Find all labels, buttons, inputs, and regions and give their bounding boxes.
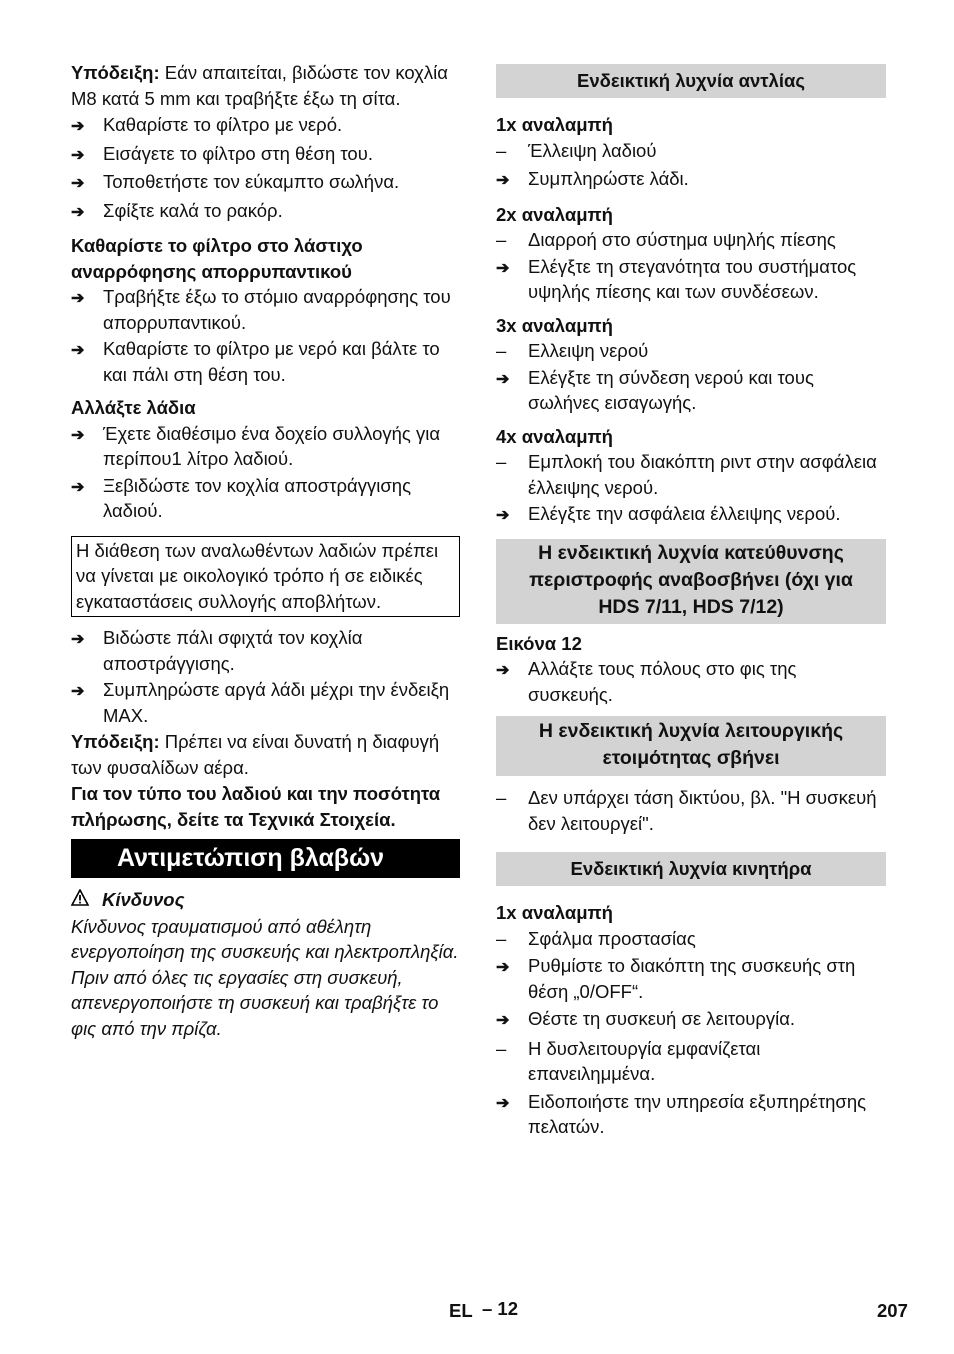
list-item-text: Ελέγξτε την ασφάλεια έλλειψης νερού. (528, 503, 841, 524)
steps-filter-clean (71, 112, 460, 225)
danger-heading (71, 887, 460, 913)
dash-marker (496, 926, 528, 952)
note-2-label: Υπόδειξη: (71, 731, 160, 752)
list-item (496, 138, 886, 164)
note-1 (71, 60, 460, 111)
list-item-text: Σφάλμα προστασίας (528, 927, 696, 949)
footer-language: EL (449, 1300, 473, 1321)
list-item-text: Ειδοποιήστε την υπηρεσία εξυπηρέτησης πελατών. (528, 1090, 867, 1137)
list-item (496, 227, 886, 253)
list-item-text: Βιδώστε πάλι σφιχτά τον κοχλία αποστράγγισης. (103, 627, 363, 674)
footer-page-number: 207 (877, 1300, 908, 1321)
footer-section-page: – 12 (482, 1298, 519, 1319)
heading-detergent-filter: Καθαρίστε το φίλτρο στο λάστιχο αναρρόφησης απορρυπαντικού (71, 235, 363, 282)
list-item (71, 141, 460, 169)
danger-label: Κίνδυνος (102, 889, 185, 910)
dash-marker (496, 1036, 528, 1062)
arrow-icon (71, 112, 103, 140)
figure-reference: Εικόνα 12 (496, 632, 582, 654)
list-item-text: Συμπληρώστε αργά λάδι μέχρι την ένδειξη MAX. (103, 679, 450, 726)
list-item (496, 1089, 886, 1140)
list-item-text: Τοποθετήστε τον εύκαμπτο σωλήνα. (103, 171, 400, 192)
list-item (71, 169, 460, 197)
note-2-text: Πρέπει να είναι δυνατή η διαφυγή των φυσαλίδων αέρα. (71, 731, 440, 778)
arrow-icon (496, 501, 528, 529)
list-item (71, 198, 460, 226)
steps-detergent (71, 284, 460, 387)
pump-indicator-heading: Ενδεικτική λυχνία αντλίας (496, 64, 886, 98)
heading-oil-change: Αλλάξτε λάδια (71, 397, 196, 418)
flash-label: 2x αναλαμπή (496, 203, 613, 225)
motor-items (496, 926, 886, 1140)
arrow-icon (71, 473, 103, 501)
arrow-icon (71, 198, 103, 226)
pump-group-2 (496, 202, 886, 305)
flash-label: 4x αναλαμπή (496, 425, 613, 447)
list-item (496, 501, 886, 529)
list-item (496, 1036, 886, 1087)
steps-oil-refill (71, 625, 460, 728)
dash-marker (496, 785, 528, 811)
list-item-text: Εμπλοκή του διακόπτη ριντ στην ασφάλεια έλλειψης νερού. (528, 451, 877, 498)
note-2 (71, 729, 460, 780)
disposal-notice-box (71, 536, 460, 618)
pump-group-1 (496, 112, 886, 194)
steps-oil (71, 421, 460, 524)
arrow-icon (71, 336, 103, 364)
list-item-text: Δεν υπάρχει τάση δικτύου, βλ. "Η συσκευή δεν λειτουργεί". (528, 787, 877, 834)
section-title-troubleshooting: Αντιμετώπιση βλαβών (71, 839, 460, 878)
list-item-text: Διαρροή στο σύστημα υψηλής πίεσης (528, 229, 836, 250)
list-item (71, 625, 460, 676)
motor-indicator-heading: Ενδεικτική λυχνία κινητήρα (496, 852, 886, 886)
list-item (496, 785, 886, 836)
list-item (496, 926, 886, 952)
dash-marker (496, 227, 528, 253)
note-1-text: Εάν απαιτείται, βιδώστε τον κοχλία Μ8 κατά 5 mm και τραβήξτε έξω τη σίτα. (71, 62, 448, 109)
disposal-notice-text: Η διάθεση των αναλωθέντων λαδιών πρέπει να γίνεται με οικολογικό τρόπο ή σε ειδικές εγκαταστάσεις συλλογής αποβλήτων. (76, 539, 439, 612)
list-item-text: Η δυσλειτουργία εμφανίζεται επανειλημμένα. (528, 1037, 761, 1084)
note-1-label: Υπόδειξη: (71, 62, 160, 83)
arrow-icon (71, 284, 103, 312)
arrow-icon (496, 656, 528, 684)
arrow-icon (496, 953, 528, 981)
arrow-icon (71, 421, 103, 449)
list-item-text: Ρυθμίστε το διακόπτη της συσκευής στη θέση „0/OFF“. (528, 955, 856, 1002)
list-item (71, 112, 460, 140)
flash-label: 1x αναλαμπή (496, 902, 613, 923)
list-item-text: Καθαρίστε το φίλτρο με νερό και βάλτε το και πάλι στη θέση του. (103, 338, 440, 385)
flash-label: 3x αναλαμπή (496, 314, 613, 336)
flash-label: 1x αναλαμπή (496, 114, 613, 135)
warning-triangle-icon (71, 887, 91, 913)
arrow-icon (71, 141, 103, 169)
list-item-text: Καθαρίστε το φίλτρο με νερό. (103, 114, 343, 135)
list-item-text: Έχετε διαθέσιμο ένα δοχείο συλλογής για περίπου1 λίτρο λαδιού. (103, 422, 441, 469)
list-item-text: Τραβήξτε έξω το στόμιο αναρρόφησης του απορρυπαντικού. (103, 286, 451, 333)
oil-spec-note: Για τον τύπο του λαδιού και την ποσότητα πλήρωσης, δείτε τα Τεχνικά Στοιχεία. (71, 783, 441, 830)
list-item (496, 365, 886, 416)
list-item-text: Συμπληρώστε λάδι. (528, 168, 689, 189)
arrow-icon (496, 365, 528, 393)
dash-marker (496, 138, 528, 164)
list-item (71, 473, 460, 524)
pump-group-3 (496, 313, 886, 416)
list-item (71, 336, 460, 387)
dash-marker (496, 449, 528, 475)
arrow-icon (496, 1006, 528, 1034)
list-item (71, 421, 460, 472)
list-item (496, 338, 886, 364)
pump-group-4 (496, 424, 886, 529)
list-item (71, 284, 460, 335)
arrow-icon (496, 1089, 528, 1117)
list-item (496, 656, 886, 707)
danger-text: Κίνδυνος τραυματισμού από αθέλητη ενεργοποίηση της συσκευής και ηλεκτροπληξία. Πριν από όλες τις εργασίες στη συσκευή, απενεργοποιήστε τη συσκευή και τραβήξτε το φις από την πρίζα. (71, 915, 459, 1039)
list-item (71, 677, 460, 728)
rotation-indicator-heading: Η ενδεικτική λυχνία κατεύθυνσης περιστροφής αναβοσβήνει (όχι για HDS 7/11, HDS 7/12) (496, 539, 886, 624)
list-item-text: Έλλειψη λαδιού (528, 139, 657, 161)
list-item-text: Σφίξτε καλά το ρακόρ. (103, 199, 283, 221)
list-item (496, 1006, 886, 1034)
arrow-icon (496, 254, 528, 282)
list-item (496, 449, 886, 500)
dash-marker (496, 338, 528, 364)
list-item-text: Αλλάξτε τους πόλους στο φις της συσκευής. (528, 658, 797, 705)
list-item-text: Ελέγξτε τη στεγανότητα του συστήματος υψηλής πίεσης και των συνδέσεων. (528, 255, 857, 302)
arrow-icon (71, 169, 103, 197)
list-item-text: Ελλειψη νερού (528, 340, 649, 361)
list-item (496, 953, 886, 1004)
list-item-text: Θέστε τη συσκευή σε λειτουργία. (528, 1008, 796, 1029)
right-column (496, 64, 886, 1140)
list-item (496, 254, 886, 305)
list-item-text: Εισάγετε το φίλτρο στη θέση του. (103, 142, 373, 164)
list-item-text: Ελέγξτε τη σύνδεση νερού και τους σωλήνες εισαγωγής. (528, 366, 814, 413)
arrow-icon (496, 166, 528, 194)
list-item-text: Ξεβιδώστε τον κοχλία αποστράγγισης λαδιού. (103, 474, 411, 521)
left-column (71, 60, 460, 1041)
arrow-icon (71, 625, 103, 653)
arrow-icon (71, 677, 103, 705)
list-item (496, 166, 886, 194)
ready-indicator-heading: Η ενδεικτική λυχνία λειτουργικής ετοιμότητας σβήνει (496, 716, 886, 776)
